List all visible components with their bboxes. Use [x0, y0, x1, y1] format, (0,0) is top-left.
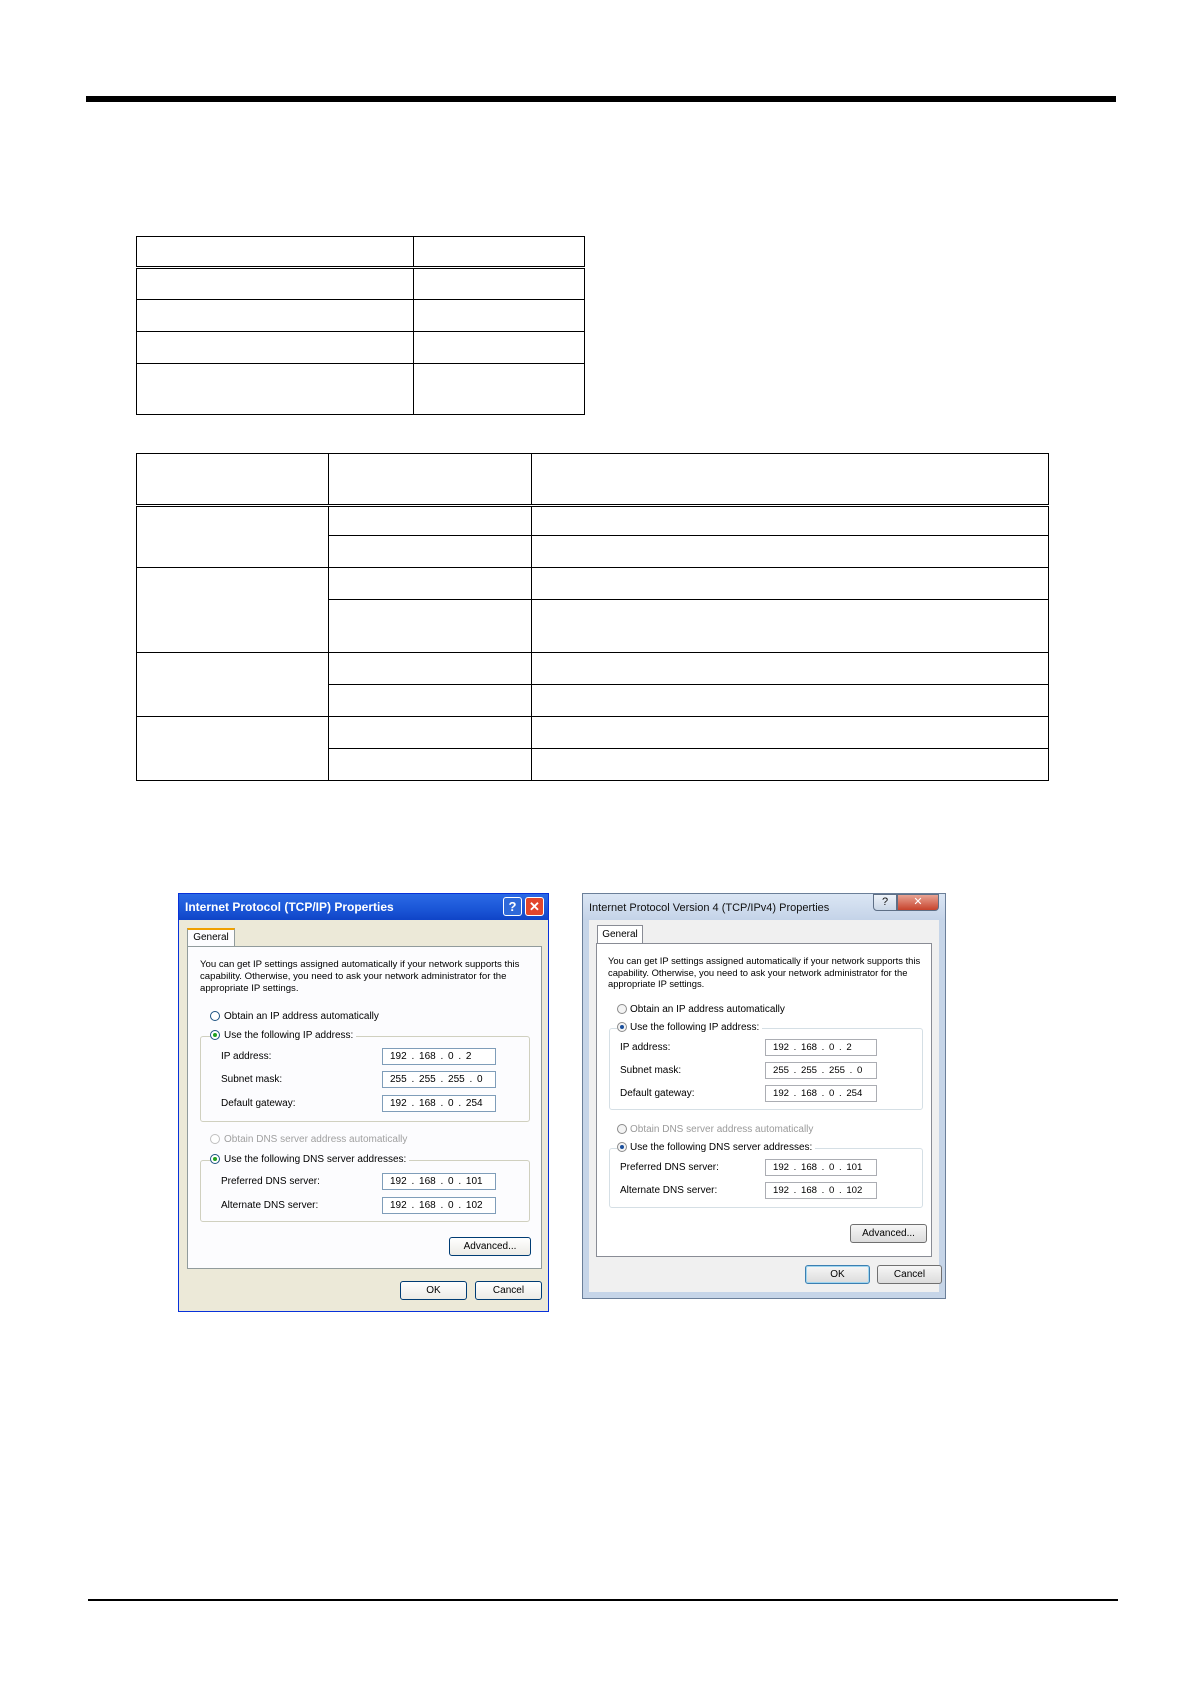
- radio-selected-icon: [210, 1154, 220, 1164]
- table-cell: [532, 749, 1049, 781]
- dns-server-group: [609, 1148, 923, 1208]
- help-icon[interactable]: ?: [873, 894, 897, 911]
- subnet-mask-field[interactable]: 255 . 255 . 255 . 0: [382, 1071, 496, 1088]
- close-icon[interactable]: ✕: [525, 897, 544, 916]
- default-gateway-field[interactable]: 192 . 168 . 0 . 254: [382, 1095, 496, 1112]
- radio-icon: [617, 1004, 627, 1014]
- table-cell: [137, 268, 414, 300]
- alternate-dns-label: Alternate DNS server:: [221, 1200, 319, 1211]
- table-cell: [532, 536, 1049, 568]
- use-following-dns-radio[interactable]: Use the following DNS server addresses:: [210, 1154, 409, 1165]
- table-cell: [137, 364, 414, 415]
- preferred-dns-label: Preferred DNS server:: [221, 1176, 320, 1187]
- table-cell: [329, 685, 532, 717]
- obtain-dns-auto-radio[interactable]: Obtain DNS server address automatically: [210, 1134, 407, 1145]
- table-cell: [532, 454, 1049, 506]
- alternate-dns-field[interactable]: 192 . 168 . 0 . 102: [765, 1182, 877, 1199]
- ok-button[interactable]: OK: [400, 1281, 467, 1300]
- subnet-mask-label: Subnet mask:: [221, 1074, 283, 1085]
- dialog-title-bar: [583, 894, 945, 920]
- dialog-title: Internet Protocol (TCP/IP) Properties: [185, 900, 394, 914]
- table-cell: [329, 717, 532, 749]
- preferred-dns-field[interactable]: 192 . 168 . 0 . 101: [382, 1173, 496, 1190]
- general-panel: [596, 943, 932, 1257]
- table-cell: [137, 506, 329, 568]
- table-cell: [329, 454, 532, 506]
- table-cell: [532, 600, 1049, 653]
- table-cell: [329, 749, 532, 781]
- close-icon[interactable]: ✕: [897, 894, 939, 911]
- radio-icon: [617, 1124, 627, 1134]
- summary-table: [136, 236, 585, 415]
- preferred-dns-label: Preferred DNS server:: [620, 1162, 719, 1173]
- subnet-mask-field[interactable]: 255 . 255 . 255 . 0: [765, 1062, 877, 1079]
- table-cell: [137, 653, 329, 717]
- radio-icon: [210, 1134, 220, 1144]
- table-cell: [329, 568, 532, 600]
- ip-address-label: IP address:: [221, 1051, 272, 1062]
- radio-selected-icon: [617, 1022, 627, 1032]
- ip-address-label: IP address:: [620, 1042, 671, 1053]
- table-cell: [329, 653, 532, 685]
- table-cell: [532, 506, 1049, 536]
- use-following-dns-radio[interactable]: Use the following DNS server addresses:: [617, 1142, 815, 1153]
- table-cell: [414, 268, 585, 300]
- obtain-ip-auto-radio[interactable]: Obtain an IP address automatically: [617, 1004, 785, 1015]
- table-cell: [137, 454, 329, 506]
- general-panel: [187, 946, 542, 1269]
- use-following-ip-radio[interactable]: Use the following IP address:: [617, 1022, 762, 1033]
- default-gateway-field[interactable]: 192 . 168 . 0 . 254: [765, 1085, 877, 1102]
- dialog-body: [589, 920, 939, 1292]
- alternate-dns-label: Alternate DNS server:: [620, 1185, 718, 1196]
- radio-selected-icon: [210, 1030, 220, 1040]
- default-gateway-label: Default gateway:: [620, 1088, 695, 1099]
- settings-table: [136, 453, 1049, 781]
- table-cell: [329, 600, 532, 653]
- table-cell: [414, 300, 585, 332]
- vista-tcpipv4-dialog: [582, 893, 946, 1299]
- advanced-button[interactable]: Advanced...: [850, 1224, 927, 1243]
- table-cell: [414, 364, 585, 415]
- subnet-mask-label: Subnet mask:: [620, 1065, 682, 1076]
- table-cell: [137, 717, 329, 781]
- table-cell: [329, 536, 532, 568]
- xp-tcpip-dialog: [178, 893, 549, 1312]
- cancel-button[interactable]: Cancel: [877, 1265, 942, 1284]
- use-following-ip-radio[interactable]: Use the following IP address:: [210, 1030, 356, 1041]
- dialog-title-bar: [179, 894, 548, 920]
- cancel-button[interactable]: Cancel: [475, 1281, 542, 1300]
- default-gateway-label: Default gateway:: [221, 1098, 296, 1109]
- table-cell: [532, 717, 1049, 749]
- obtain-dns-auto-radio[interactable]: Obtain DNS server address automatically: [617, 1124, 813, 1135]
- help-icon[interactable]: ?: [503, 897, 522, 916]
- obtain-ip-auto-radio[interactable]: Obtain an IP address automatically: [210, 1011, 379, 1022]
- table-cell: [329, 506, 532, 536]
- table-cell: [137, 300, 414, 332]
- ip-address-field[interactable]: 192 . 168 . 0 . 2: [765, 1039, 877, 1056]
- tab-general[interactable]: General: [597, 925, 643, 943]
- description-text: You can get IP settings assigned automatically if your network supports this capability. Otherwise, you need to ask your network administrator for the appropriate IP settings.: [200, 959, 520, 994]
- ok-button[interactable]: OK: [805, 1265, 870, 1284]
- table-cell: [414, 332, 585, 364]
- dialog-title: Internet Protocol Version 4 (TCP/IPv4) Properties: [589, 902, 830, 914]
- advanced-button[interactable]: Advanced...: [449, 1237, 531, 1256]
- alternate-dns-field[interactable]: 192 . 168 . 0 . 102: [382, 1197, 496, 1214]
- table-cell: [137, 568, 329, 653]
- ip-address-field[interactable]: 192 . 168 . 0 . 2: [382, 1048, 496, 1065]
- tab-general[interactable]: General: [187, 928, 235, 946]
- description-text: You can get IP settings assigned automatically if your network supports this capability. Otherwise, you need to ask your network administrator for the appropriate IP settings.: [608, 955, 921, 989]
- top-rule: [86, 96, 1116, 102]
- preferred-dns-field[interactable]: 192 . 168 . 0 . 101: [765, 1159, 877, 1176]
- table-cell: [532, 568, 1049, 600]
- table-cell: [532, 685, 1049, 717]
- table-cell: [414, 237, 585, 268]
- table-cell: [137, 332, 414, 364]
- radio-icon: [210, 1011, 220, 1021]
- radio-selected-icon: [617, 1142, 627, 1152]
- table-cell: [137, 237, 414, 268]
- table-cell: [532, 653, 1049, 685]
- bottom-rule: [88, 1599, 1118, 1601]
